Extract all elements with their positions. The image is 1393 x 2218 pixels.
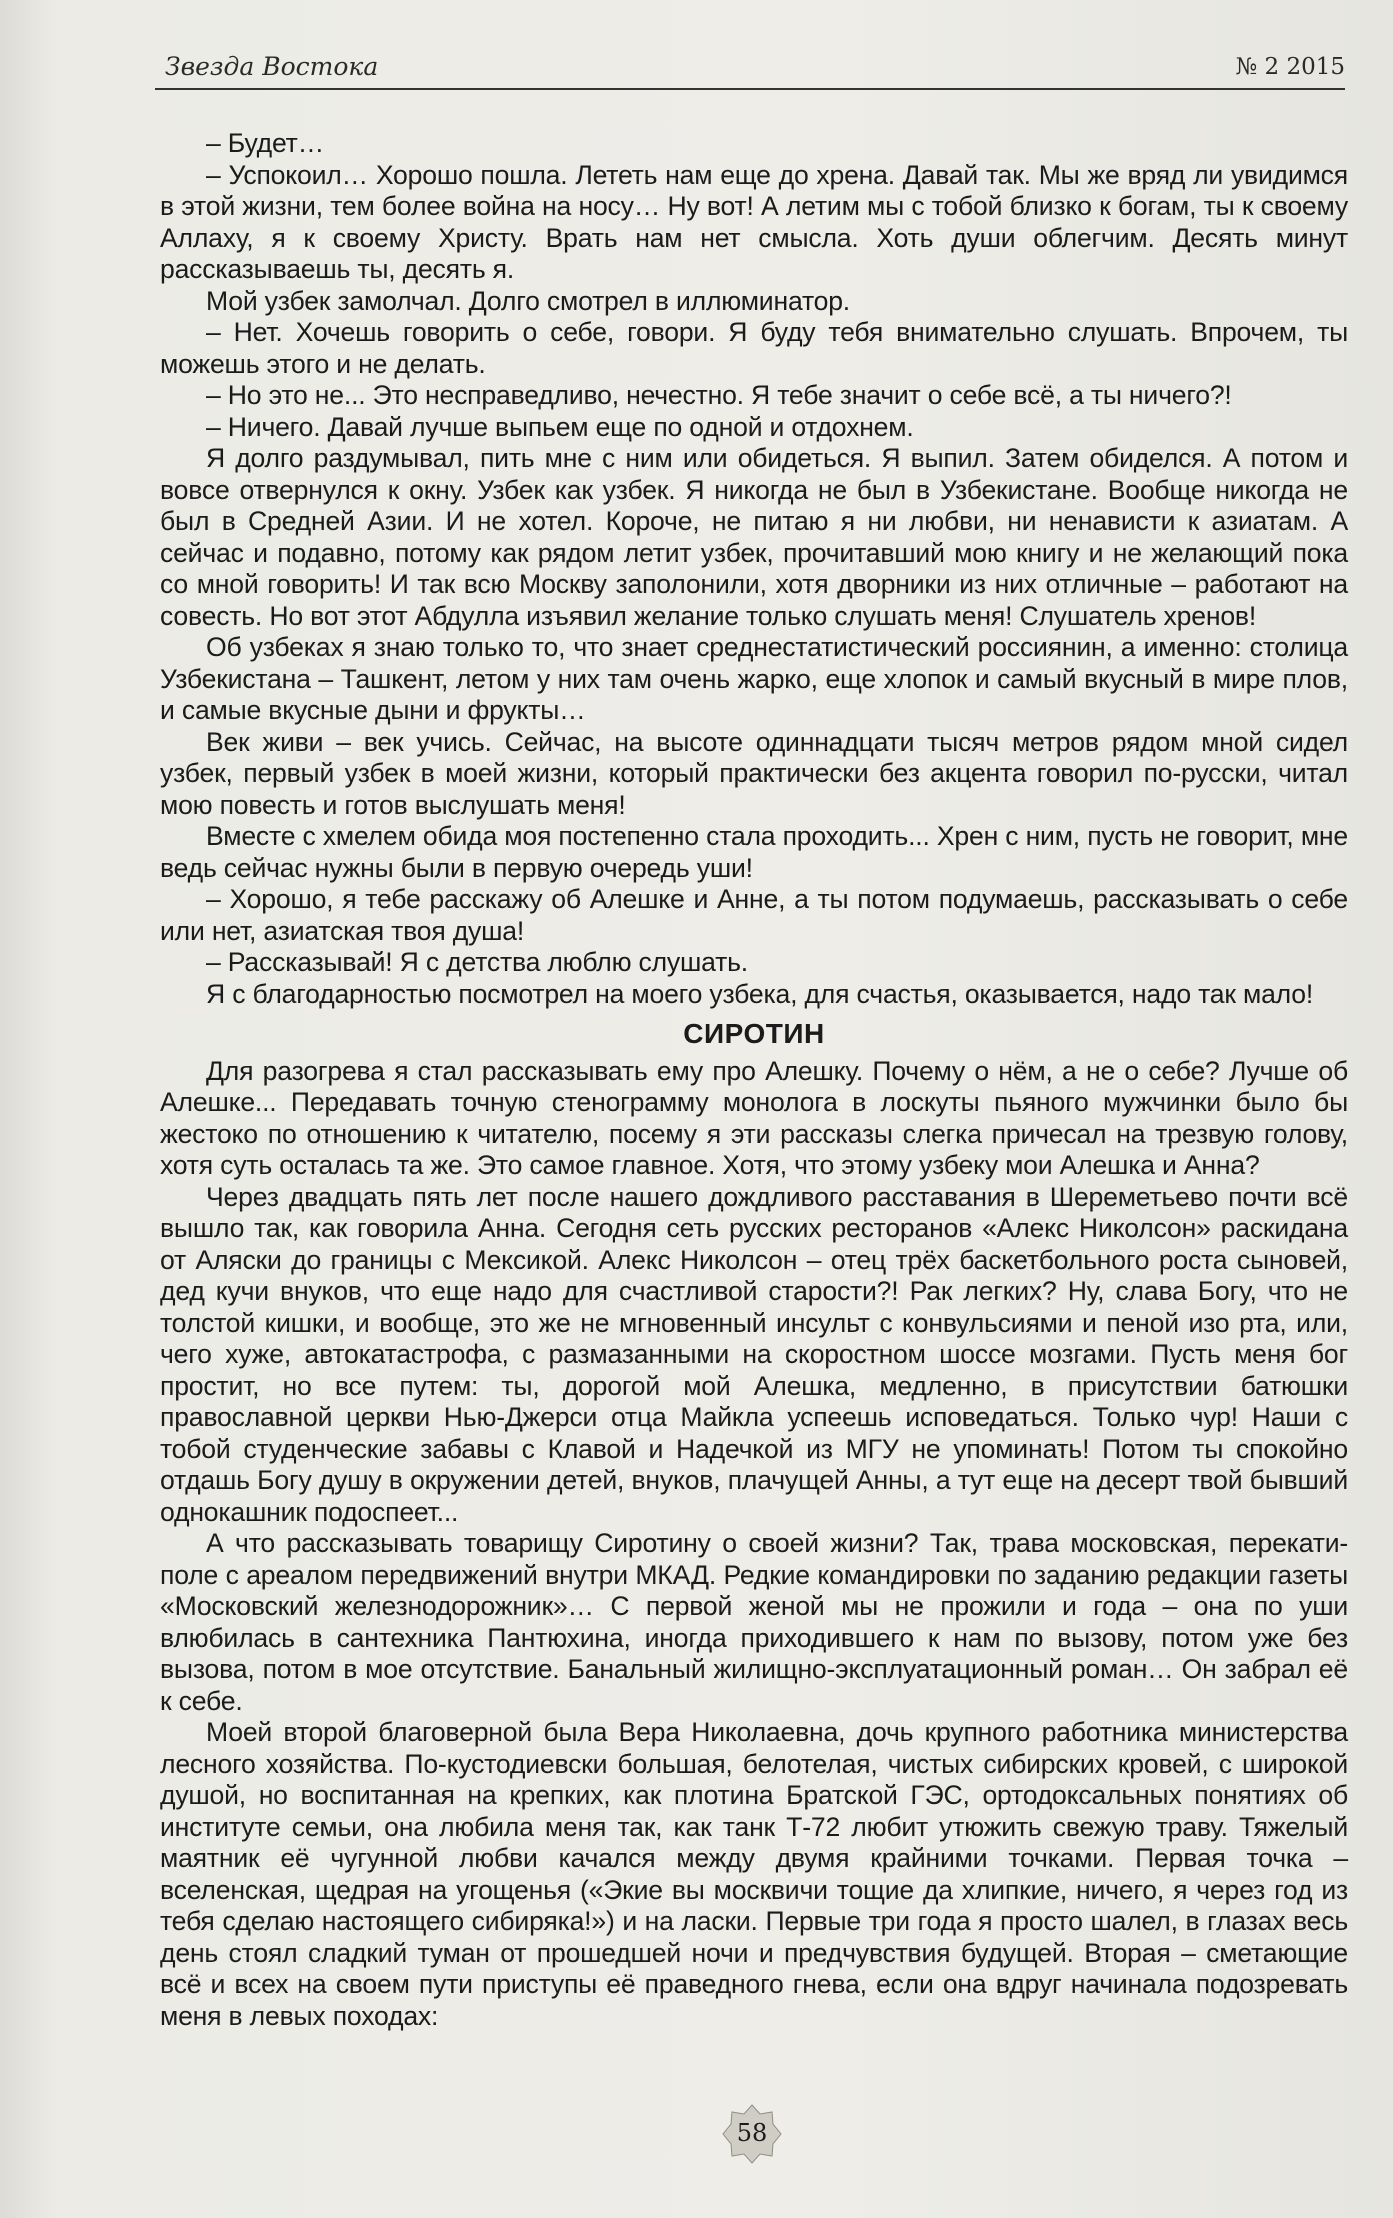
article-body [160,128,1348,2032]
journal-title: Звезда Востока [165,52,379,81]
paragraph: Мой узбек замолчал. Долго смотрел в иллюминатор. [206,285,850,316]
chapter-heading: СИРОТИН [683,1018,825,1049]
running-header [155,52,1345,90]
paragraph: А что рассказывать товарищу Сиротину о своей жизни? Так, трава московская, перекати-поле с ареалом передвижений внутри МКАД. Редкие командировки по заданию редакции газеты «Московский железнодорожник»… С первой женой мы не прожили и года – она по уши влюбилась в сантехника Пантюхина, иногда приходившего к нам по вызову, потом уже без вызова, потом в мое отсутствие. Банальный жилищно-эксплуатационный роман… Он забрал её к себе. [160,1528,1348,1716]
paragraph: Вместе с хмелем обида моя постепенно стала проходить... Хрен с ним, пусть не говорит, мне ведь сейчас нужны были в первую очередь уши! [160,821,1348,883]
paragraph: – Ничего. Давай лучше выпьем еще по одной и отдохнем. [206,411,914,442]
issue-number: № 2 2015 [1235,54,1345,80]
paragraph: Я с благодарностью посмотрел на моего узбека, для счастья, оказывается, надо так мало! [206,978,1314,1009]
paragraph: Для разогрева я стал рассказывать ему про Алешку. Почему о нём, а не о себе? Лучше об Алешке... Передавать точную стенограмму монолога в лоскуты пьяного мужчинки было бы жестоко по отношению к читателю, посему я эти рассказы слегка причесал на трезвую голову, хотя суть осталась та же. Это самое главное. Хотя, что этому узбеку мои Алешка и Анна? [160,1055,1348,1180]
paragraph: – Рассказывай! Я с детства люблю слушать. [206,947,748,977]
page-number: 58 [736,2119,768,2147]
page-number-badge [722,2104,782,2164]
paragraph: – Нет. Хочешь говорить о себе, говори. Я буду тебя внимательно слушать. Впрочем, ты можешь этого и не делать. [160,317,1348,379]
paragraph: Моей второй благоверной была Вера Николаевна, дочь крупного работника министерства лесного хозяйства. По-кустодиевски большая, белотелая, чистых сибирских кровей, с широкой душой, но воспитанная на крепких, как плотина Братской ГЭС, ортодоксальных понятиях об институте семьи, она любила меня так, как танк Т-72 любит утюжить свежую траву. Тяжелый маятник её чугунной любви качался между двумя крайними точками. Первая точка – вселенская, щедрая на угощенья («Экие вы москвичи тощие да хлипкие, ничего, я через год из тебя сделаю настоящего сибиряка!») и на ласки. Первые три года я просто шалел, в глазах весь день стоял сладкий туман от прошедшей ночи и предчувствия будущей. Вторая – сметающие всё и всех на своем пути приступы её праведного гнева, если она вдруг начинала подозревать меня в левых походах: [160,1717,1348,2031]
paragraph: – Успокоил… Хорошо пошла. Лететь нам еще до хрена. Давай так. Мы же вряд ли увидимся в этой жизни, тем более война на носу… Ну вот! А летим мы с тобой близко к богам, ты к своему Аллаху, я к своему Христу. Врать нам нет смысла. Хоть души облегчим. Десять минут рассказываешь ты, десять я. [160,159,1348,284]
paragraph: – Но это не... Это несправедливо, нечестно. Я тебе значит о себе всё, а ты ничего?! [206,380,1232,410]
paragraph: – Хорошо, я тебе расскажу об Алешке и Анне, а ты потом подумаешь, рассказывать о себе или нет, азиатская твоя душа! [160,884,1348,946]
paragraph: – Будет… [206,128,325,158]
paragraph: Я долго раздумывал, пить мне с ним или обидеться. Я выпил. Затем обиделся. А потом и вовсе отвернулся к окну. Узбек как узбек. Я никогда не был в Узбекистане. Вообще никогда не был в Средней Азии. И не хотел. Короче, не питаю я ни любви, ни ненависти к азиатам. А сейчас и подавно, потому как рядом летит узбек, прочитавший мою книгу и не желающий пока со мной говорить! И так всю Москву заполонили, хотя дворники из них отличные – работают на совесть. Но вот этот Абдулла изъявил желание только слушать меня! Слушатель хренов! [160,443,1348,631]
paragraph: Век живи – век учись. Сейчас, на высоте одиннадцати тысяч метров рядом мной сидел узбек, первый узбек в моей жизни, который практически без акцента говорил по-русски, читал мою повесть и готов выслушать меня! [160,726,1348,820]
paragraph: Об узбеках я знаю только то, что знает среднестатистический россиянин, а именно: столица Узбекистана – Ташкент, летом у них там очень жарко, еще хлопок и самый вкусный в мире плов, и самые вкусные дыни и фрукты… [160,632,1348,725]
paragraph: Через двадцать пять лет после нашего дождливого расставания в Шереметьево почти всё вышло так, как говорила Анна. Сегодня сеть русских ресторанов «Алекс Николсон» раскидана от Аляски до границы с Мексикой. Алекс Николсон – отец трёх баскетбольного роста сыновей, дед кучи внуков, что еще надо для счастливой старости?! Рак легких? Ну, слава Богу, что не толстой кишки, и вообще, это же не мгновенный инсульт с конвульсиями и пеной изо рта, или, чего хуже, автокатастрофа, с размазанными на скоростном шоссе мозгами. Пусть меня бог простит, но все путем: ты, дорогой мой Алешка, медленно, в присутствии батюшки православной церкви Нью-Джерси отца Майкла успеешь исповедаться. Только чур! Наши с тобой студенческие забавы с Клавой и Надечкой из МГУ не упоминать! Потом ты спокойно отдашь Богу душу в окружении детей, внуков, плачущей Анны, а тут еще на десерт твой бывший однокашник подоспеет... [160,1181,1348,1527]
